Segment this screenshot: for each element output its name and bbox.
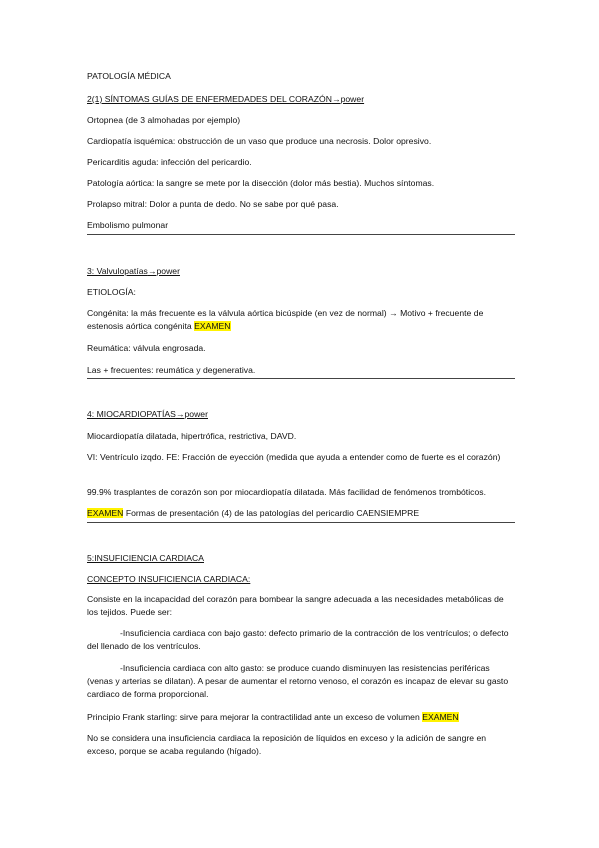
line-cardiopatia: Cardiopatía isquémica: obstrucción de un vaso que produce una necrosis. Dolor opresivo. xyxy=(87,136,432,146)
arrow-icon: → xyxy=(175,409,185,419)
line-reumatica: Reumática: válvula engrosada. xyxy=(87,343,206,353)
paragraph-no-considera: No se considera una insuficiencia cardiaca la reposición de líquidos en exceso y la adición de sangre en exceso, porque se acaba regulando (hígado). xyxy=(87,733,487,756)
section-4-heading: 5:INSUFICIENCIA CARDIACA xyxy=(87,553,204,563)
document-title: PATOLOGÍA MÉDICA xyxy=(87,71,171,81)
line-frank-starling: Principio Frank starling: sirve para mejorar la contractilidad ante un exceso de volumen EXAMEN xyxy=(87,712,459,722)
line-prolapso: Prolapso mitral: Dolor a punta de dedo. No se sabe por qué pasa. xyxy=(87,199,339,209)
section-1-heading: 2(1) SÍNTOMAS GUÍAS DE ENFERMEDADES DEL CORAZÓN→power xyxy=(87,94,365,104)
exam-highlight: EXAMEN xyxy=(422,712,459,722)
paragraph-bajo-gasto: -Insuficiencia cardiaca con bajo gasto: defecto primario de la contracción de los ventrículos; o defecto del llenado de los ventrículos. xyxy=(87,628,509,651)
paragraph-congenita: Congénita: la más frecuente es la válvula aórtica bicúspide (en vez de normal) → Motivo + frecuente de estenosis aórtica congénita EXAMEN xyxy=(87,308,484,331)
line-frecuentes: Las + frecuentes: reumática y degenerativa. xyxy=(87,365,256,375)
line-aortica: Patología aórtica: la sangre se mete por la disección (dolor más bestia). Muchos síntomas. xyxy=(87,178,435,188)
concept-heading: CONCEPTO INSUFICIENCIA CARDIACA: xyxy=(87,574,251,584)
arrow-icon: → xyxy=(147,266,157,276)
section-divider xyxy=(87,234,515,235)
section-divider xyxy=(87,522,515,523)
paragraph-consiste: Consiste en la incapacidad del corazón para bombear la sangre adecuada a las necesidades metabólicas de los tejidos. Puede ser: xyxy=(87,594,504,617)
paragraph-alto-gasto: -Insuficiencia cardiaca con alto gasto: se produce cuando disminuyen las resistencias periféricas (venas y arterias se dilatan). A pesar de aumentar el retorno venoso, el corazón es incapaz de elevar su gasto cardiaco de forma proporcional. xyxy=(87,663,509,699)
arrow-icon: → xyxy=(331,94,341,104)
etiologia-heading: ETIOLOGÍA: xyxy=(87,287,136,297)
exam-highlight: EXAMEN xyxy=(194,321,231,331)
line-pericarditis: Pericarditis aguda: infección del pericardio. xyxy=(87,157,252,167)
line-embolismo: Embolismo pulmonar xyxy=(87,220,169,230)
line-tipos: Miocardiopatía dilatada, hipertrófica, restrictiva, DAVD. xyxy=(87,431,297,441)
section-3-heading: 4: MIOCARDIOPATÍAS→power xyxy=(87,409,208,419)
exam-highlight: EXAMEN xyxy=(87,508,124,518)
line-ortopnea: Ortopnea (de 3 almohadas por ejemplo) xyxy=(87,115,241,125)
line-formas: EXAMEN Formas de presentación (4) de las patologías del pericardio CAENSIEMPRE xyxy=(87,508,420,518)
line-trasplantes: 99.9% trasplantes de corazón son por miocardiopatía dilatada. Más facilidad de fenómenos trombóticos. xyxy=(87,487,486,497)
section-divider xyxy=(87,378,515,379)
section-2-heading: 3: Valvulopatías→power xyxy=(87,266,180,276)
paragraph-vi: VI: Ventrículo izqdo. FE: Fracción de eyección (medida que ayuda a entender como de fuerte es el corazón) xyxy=(87,452,501,462)
